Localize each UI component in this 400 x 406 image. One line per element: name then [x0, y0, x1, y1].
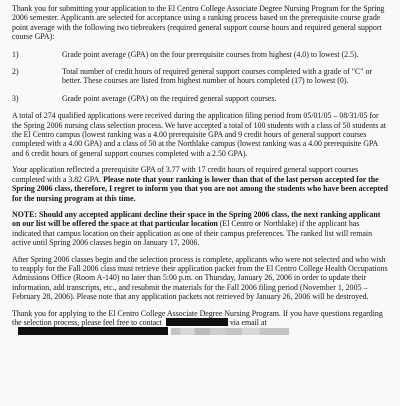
reapply-paragraph: After Spring 2006 classes begin and the selection process is complete, applicants who were not selected and who wish to reapply for the Fall 2006 class must retrieve their application packet from the El Centro College Health Occupations Admissions Office (Room A-140) no later than 5:00 p.m. on Thursday, January 26, 2006 in order to update their information, add transcripts, etc., and resubmit the materials for the Fall 2006 filing period (November 1, 2005 – February 28, 2006). Please note that any application packets not retrieved by January 26, 2006 will be destroyed. [12, 254, 388, 302]
redacted-email [18, 327, 168, 335]
redacted-contact-name [166, 318, 228, 326]
criterion-number: 2) [12, 67, 19, 77]
closing-paragraph [12, 309, 390, 337]
closing-text-start: Thank you for applying to the El Centro College Associate Degree Nursing Program. If you have questions regarding the selection process, please feel free to contact [12, 308, 383, 327]
result-plain-text: Your application reflected a prerequisite GPA of 3.77 with 17 credit hours of required general support courses completed with a 3.82 GPA. [12, 165, 359, 184]
note-paragraph [12, 210, 390, 248]
result-paragraph [12, 165, 390, 203]
criterion-text: Grade point average (GPA) on the four prerequisite courses from highest (4.0) to lowest (2.5). [62, 49, 359, 59]
note-bold-text: Should any accepted applicant decline their space in the Spring 2006 class, the next ranking applicant on our list will be offered the space at that particular location [12, 209, 381, 229]
note-label: NOTE: [12, 209, 37, 219]
criterion-text: Total number of credit hours of required general support courses completed with a grade of "C" or better. These courses are listed from highest number of hours completed (17) to lowest (0). [62, 67, 373, 86]
statistics-paragraph: A total of 274 qualified applications were received during the application filing period from 05/01/05 – 08/31/05 for the Spring 2006 nursing class selection process. We have accepted a total of 100 students with a class of 50 students at the El Centro campus (lowest ranking was a 4.00 prerequisite GPA and 9 credit hours of general support courses completed with a 4.00 GPA) and a class of 50 at the Northlake campus (lowest ranking was a 4.00 prerequisite GPA and 6 credit hours of general support courses completed with a 2.50 GPA). [12, 111, 386, 158]
note-plain-text: (El Centro or Northlake) if the applicant has indicated that campus location on their application as one of their campus preferences. The ranked list will remain active until Spring 2006 classes begin on January 17, 2006. [12, 219, 373, 248]
ranking-criteria-list [12, 50, 390, 104]
criterion-item [12, 67, 390, 86]
criterion-number: 1) [12, 49, 19, 59]
intro-paragraph: Thank you for submitting your application to the El Centro College Associate Degree Nursing Program for the Spring 2006 semester. Applicants are selected for acceptance using a ranking process based on the prerequisite course grade point average with the following two tiebreakers (required general support course hours and required general support course GPA): [12, 4, 385, 42]
criterion-item [12, 50, 390, 59]
blurred-email-text [171, 328, 289, 335]
result-bold-text: Please note that your ranking is lower than that of the last person accepted for the Spring 2006 class, therefore, I regret to inform you that you are not among the students who have been accepted for the nursing program at this time. [12, 174, 389, 203]
criterion-item [12, 94, 390, 103]
closing-text-end: via email at [229, 317, 267, 327]
criterion-number: 3) [12, 93, 19, 103]
criterion-text: Grade point average (GPA) on the required general support courses. [62, 93, 277, 103]
